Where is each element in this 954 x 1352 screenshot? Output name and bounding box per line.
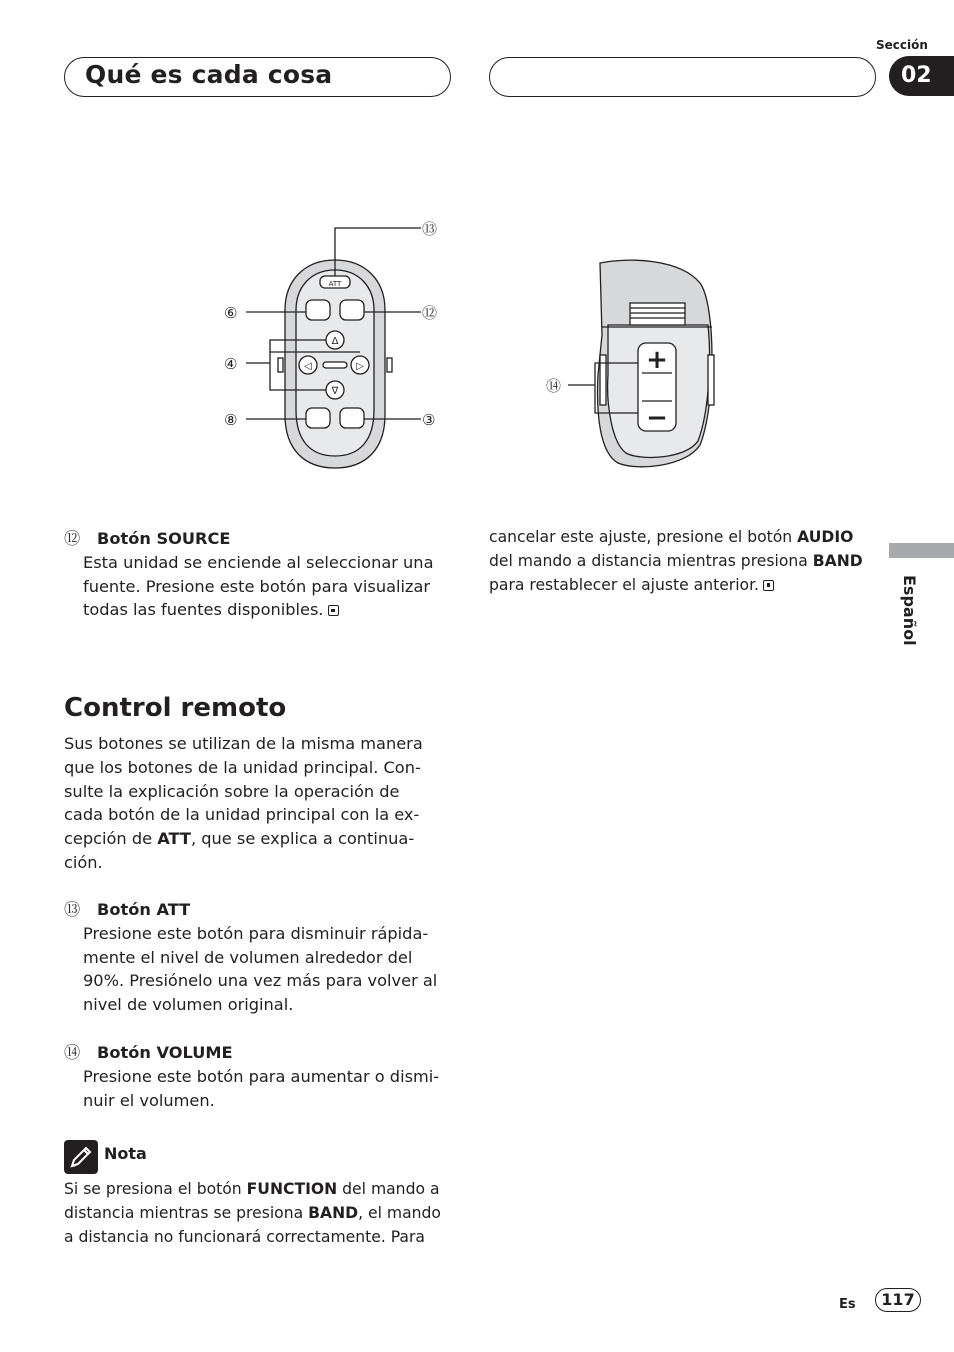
volume-minus-icon: − <box>646 403 668 433</box>
button-12 <box>340 300 364 320</box>
item-volume-heading <box>64 1041 464 1065</box>
arrow-left-icon: ◁ <box>304 361 312 372</box>
callout-12: ⑫ <box>422 304 438 322</box>
header-right-frame <box>489 57 876 97</box>
item-volume-title: Botón VOLUME <box>97 1043 233 1062</box>
callout-3: ③ <box>422 411 436 429</box>
control-remoto-line-3: sulte la explicación sobre la operación de <box>64 781 400 801</box>
volume-plus-icon: + <box>646 345 668 375</box>
page-number: 117 <box>875 1288 921 1312</box>
page-title: Qué es cada cosa <box>85 60 333 89</box>
right-line-3-text: para restablecer el ajuste anterior. <box>489 575 760 594</box>
steering-remote-illustration <box>540 255 730 475</box>
item-att-line-1: Presione este botón para disminuir rápida- <box>83 923 429 943</box>
section-heading-control-remoto: Control remoto <box>64 693 287 723</box>
note-body <box>64 1178 464 1249</box>
control-remoto-paragraph <box>64 732 464 875</box>
callout-4: ④ <box>224 355 238 373</box>
control-remoto-att-bold: ATT <box>157 829 191 849</box>
section-label: Sección <box>876 38 928 52</box>
right-column-note-continued <box>489 526 879 597</box>
arrow-up-icon: Δ <box>331 336 339 347</box>
item-source <box>64 527 464 622</box>
note-line-3: a distancia no funcionará correctamente. Para <box>64 1227 425 1246</box>
control-remoto-line-2: que los botones de la unidad principal. Con- <box>64 757 421 777</box>
note-line-1-post: del mando a <box>337 1180 440 1198</box>
control-remoto-line-1: Sus botones se utilizan de la misma manera <box>64 734 423 753</box>
control-remoto-line-5-post: , que se explica a continua- <box>190 829 415 849</box>
control-remoto-line-4: cada botón de la unidad principal con la ex- <box>64 805 420 825</box>
item-source-body <box>64 551 464 622</box>
item-att-line-2: mente el nivel de volumen alrededor del <box>83 947 413 967</box>
right-band-bold: BAND <box>812 551 863 570</box>
side-language-label: Español <box>900 575 919 646</box>
arrow-right-icon: ▷ <box>356 361 364 372</box>
right-line-2-pre: del mando a distancia mientras presiona <box>489 551 813 570</box>
note-line-1-pre: Si se presiona el botón <box>64 1180 247 1198</box>
item-att-line-3: 90%. Presiónelo una vez más para volver al <box>83 971 438 991</box>
item-source-title: Botón SOURCE <box>97 529 231 548</box>
footer-language: Es <box>839 1297 856 1312</box>
end-of-section-icon <box>763 580 774 591</box>
item-volume <box>64 1041 464 1112</box>
note-icon <box>64 1140 98 1174</box>
control-remoto-line-5-pre: cepción de <box>64 829 158 849</box>
note-line-1 <box>64 1178 464 1202</box>
arrow-down-icon: ∇ <box>331 386 339 397</box>
item-att-line-4: nivel de volumen original. <box>83 995 294 1015</box>
note-line-2-pre: distancia mientras se presiona <box>64 1203 309 1222</box>
center-bar <box>323 362 347 368</box>
remote-control-illustration <box>210 210 460 480</box>
button-6 <box>306 300 330 320</box>
att-button-label: ATT <box>328 280 342 288</box>
item-att <box>64 898 464 1017</box>
right-clip <box>708 355 714 405</box>
item-source-line-2: fuente. Presione este botón para visualizar <box>83 576 431 596</box>
right-audio-bold: AUDIO <box>797 528 854 546</box>
control-remoto-line-5 <box>64 827 464 851</box>
item-volume-line-1: Presione este botón para aumentar o dismi- <box>83 1066 440 1086</box>
section-number-badge: 02 <box>889 56 954 96</box>
note-band-bold: BAND <box>308 1203 359 1222</box>
item-volume-line-2: nuir el volumen. <box>83 1090 215 1110</box>
item-att-heading <box>64 898 464 922</box>
item-att-body <box>64 922 464 1017</box>
item-att-title: Botón ATT <box>97 900 191 919</box>
right-line-1 <box>489 526 879 550</box>
side-tab-bar <box>889 543 954 558</box>
item-att-number: ⑬ <box>64 900 81 919</box>
item-volume-number: ⑭ <box>64 1043 81 1062</box>
callout-6: ⑥ <box>224 304 238 322</box>
item-source-line-3 <box>83 598 464 622</box>
callout-8: ⑧ <box>224 411 238 429</box>
note-line-2 <box>64 1202 464 1226</box>
right-notch <box>387 358 392 372</box>
right-line-3 <box>489 574 879 598</box>
item-source-number: ⑫ <box>64 529 81 548</box>
item-source-heading <box>64 527 464 551</box>
item-source-line-3-text: todas las fuentes disponibles. <box>83 600 324 620</box>
note-function-bold: FUNCTION <box>246 1180 338 1198</box>
button-3 <box>340 408 364 428</box>
right-line-1-pre: cancelar este ajuste, presione el botón <box>489 528 798 546</box>
right-line-2 <box>489 550 879 574</box>
callout-13: ⑬ <box>422 220 438 238</box>
item-volume-body <box>64 1065 464 1113</box>
item-source-line-1: Esta unidad se enciende al seleccionar una <box>83 552 434 572</box>
control-remoto-line-6: ción. <box>64 852 103 872</box>
note-label: Nota <box>104 1144 147 1163</box>
note-line-2-post: , el mando <box>358 1203 441 1222</box>
button-8 <box>306 408 330 428</box>
callout-14: ⑭ <box>546 377 562 395</box>
left-notch <box>278 358 283 372</box>
end-of-section-icon <box>328 605 339 616</box>
vent-grille <box>630 303 685 325</box>
